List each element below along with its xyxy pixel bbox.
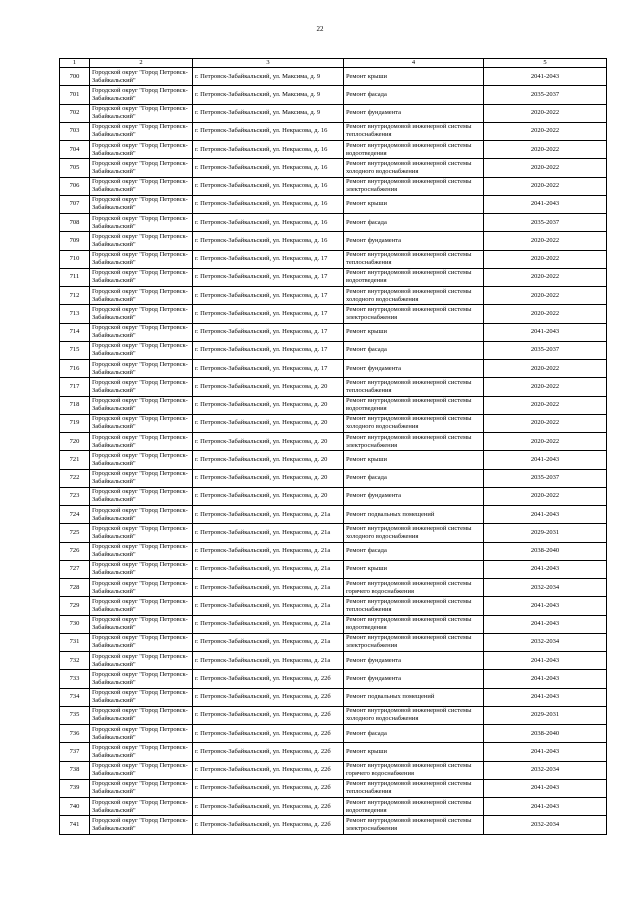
address-cell: г. Петровск-Забайкальский, ул. Некрасова, д. 17 [193,268,344,286]
table-row [60,615,607,633]
row-number: 704 [60,141,90,159]
work-type-cell: Ремонт внутридомовой инженерной системы теплоснабжения [344,597,484,615]
table-row [60,469,607,487]
address-cell: г. Петровск-Забайкальский, ул. Некрасова, д. 16 [193,214,344,232]
municipality-cell: Городской округ "Город Петровск-Забайкальский" [90,469,193,487]
address-cell: г. Петровск-Забайкальский, ул. Некрасова, д. 17 [193,360,344,378]
period-cell: 2041-2043 [484,688,607,706]
table-row [60,652,607,670]
work-type-cell: Ремонт фасада [344,86,484,104]
address-cell: г. Петровск-Забайкальский, ул. Некрасова, д. 21а [193,633,344,651]
period-cell: 2041-2043 [484,68,607,86]
row-number: 714 [60,323,90,341]
column-header: 2 [90,59,193,68]
column-header: 1 [60,59,90,68]
period-cell: 2020-2022 [484,232,607,250]
work-type-cell: Ремонт внутридомовой инженерной системы водоотведения [344,268,484,286]
row-number: 723 [60,487,90,505]
municipality-cell: Городской округ "Город Петровск-Забайкальский" [90,122,193,140]
row-number: 701 [60,86,90,104]
table-row [60,159,607,177]
row-number: 716 [60,360,90,378]
column-header: 5 [484,59,607,68]
municipality-cell: Городской округ "Город Петровск-Забайкальский" [90,725,193,743]
row-number: 739 [60,779,90,797]
municipality-cell: Городской округ "Город Петровск-Забайкальский" [90,341,193,359]
table-row [60,122,607,140]
period-cell: 2035-2037 [484,469,607,487]
row-number: 705 [60,159,90,177]
municipality-cell: Городской округ "Город Петровск-Забайкальский" [90,287,193,305]
row-number: 703 [60,122,90,140]
address-cell: г. Петровск-Забайкальский, ул. Некрасова, д. 22б [193,688,344,706]
work-type-cell: Ремонт внутридомовой инженерной системы холодного водоснабжения [344,524,484,542]
address-cell: г. Петровск-Забайкальский, ул. Некрасова, д. 17 [193,341,344,359]
period-cell: 2020-2022 [484,360,607,378]
municipality-cell: Городской округ "Город Петровск-Забайкальский" [90,670,193,688]
table-row [60,86,607,104]
work-type-cell: Ремонт фасада [344,214,484,232]
work-type-cell: Ремонт внутридомовой инженерной системы теплоснабжения [344,779,484,797]
work-type-cell: Ремонт внутридомовой инженерной системы горячего водоснабжения [344,579,484,597]
work-type-cell: Ремонт подвальных помещений [344,688,484,706]
municipality-cell: Городской округ "Город Петровск-Забайкальский" [90,141,193,159]
work-type-cell: Ремонт внутридомовой инженерной системы электроснабжения [344,816,484,834]
work-type-cell: Ремонт внутридомовой инженерной системы теплоснабжения [344,378,484,396]
row-number: 700 [60,68,90,86]
work-type-cell: Ремонт внутридомовой инженерной системы водоотведения [344,798,484,816]
table-row [60,725,607,743]
row-number: 737 [60,743,90,761]
row-number: 729 [60,597,90,615]
row-number: 734 [60,688,90,706]
address-cell: г. Петровск-Забайкальский, ул. Некрасова, д. 20 [193,414,344,432]
address-cell: г. Петровск-Забайкальский, ул. Некрасова, д. 16 [193,159,344,177]
period-cell: 2029-2031 [484,706,607,724]
table-row [60,396,607,414]
row-number: 730 [60,615,90,633]
row-number: 715 [60,341,90,359]
work-type-cell: Ремонт внутридомовой инженерной системы водоотведения [344,396,484,414]
table-header-row [60,59,607,68]
address-cell: г. Петровск-Забайкальский, ул. Некрасова, д. 16 [193,195,344,213]
municipality-cell: Городской округ "Город Петровск-Забайкальский" [90,633,193,651]
work-type-cell: Ремонт крыши [344,323,484,341]
period-cell: 2032-2034 [484,761,607,779]
table-row [60,433,607,451]
address-cell: г. Петровск-Забайкальский, ул. Некрасова, д. 22б [193,761,344,779]
municipality-cell: Городской округ "Город Петровск-Забайкальский" [90,743,193,761]
municipality-cell: Городской округ "Город Петровск-Забайкальский" [90,86,193,104]
period-cell: 2035-2037 [484,86,607,104]
address-cell: г. Петровск-Забайкальский, ул. Максима, д. 9 [193,86,344,104]
municipality-cell: Городской округ "Город Петровск-Забайкальский" [90,378,193,396]
work-type-cell: Ремонт внутридомовой инженерной системы электроснабжения [344,633,484,651]
period-cell: 2020-2022 [484,159,607,177]
table-row [60,287,607,305]
row-number: 740 [60,798,90,816]
municipality-cell: Городской округ "Город Петровск-Забайкальский" [90,615,193,633]
row-number: 710 [60,250,90,268]
table-row [60,141,607,159]
column-header: 3 [193,59,344,68]
period-cell: 2041-2043 [484,323,607,341]
table-row [60,177,607,195]
period-cell: 2020-2022 [484,433,607,451]
work-type-cell: Ремонт внутридомовой инженерной системы электроснабжения [344,177,484,195]
work-type-cell: Ремонт внутридомовой инженерной системы водоотведения [344,615,484,633]
table-row [60,542,607,560]
period-cell: 2020-2022 [484,287,607,305]
work-type-cell: Ремонт фундамента [344,487,484,505]
work-type-cell: Ремонт крыши [344,451,484,469]
municipality-cell: Городской округ "Город Петровск-Забайкальский" [90,451,193,469]
table-row [60,816,607,834]
row-number: 712 [60,287,90,305]
municipality-cell: Городской округ "Город Петровск-Забайкальский" [90,652,193,670]
address-cell: г. Петровск-Забайкальский, ул. Некрасова, д. 16 [193,141,344,159]
row-number: 709 [60,232,90,250]
table-row [60,232,607,250]
row-number: 711 [60,268,90,286]
row-number: 732 [60,652,90,670]
municipality-cell: Городской округ "Город Петровск-Забайкальский" [90,414,193,432]
address-cell: г. Петровск-Забайкальский, ул. Некрасова, д. 22б [193,779,344,797]
period-cell: 2032-2034 [484,633,607,651]
address-cell: г. Петровск-Забайкальский, ул. Некрасова, д. 20 [193,433,344,451]
period-cell: 2020-2022 [484,487,607,505]
municipality-cell: Городской округ "Город Петровск-Забайкальский" [90,104,193,122]
address-cell: г. Петровск-Забайкальский, ул. Некрасова, д. 21а [193,542,344,560]
municipality-cell: Городской округ "Город Петровск-Забайкальский" [90,779,193,797]
address-cell: г. Петровск-Забайкальский, ул. Некрасова, д. 20 [193,451,344,469]
address-cell: г. Петровск-Забайкальский, ул. Некрасова, д. 21а [193,597,344,615]
period-cell: 2038-2040 [484,542,607,560]
period-cell: 2020-2022 [484,122,607,140]
table-row [60,68,607,86]
municipality-cell: Городской округ "Город Петровск-Забайкальский" [90,232,193,250]
municipality-cell: Городской округ "Город Петровск-Забайкальский" [90,798,193,816]
table-row [60,378,607,396]
table-row [60,414,607,432]
address-cell: г. Петровск-Забайкальский, ул. Некрасова, д. 20 [193,396,344,414]
period-cell: 2038-2040 [484,725,607,743]
row-number: 718 [60,396,90,414]
address-cell: г. Петровск-Забайкальский, ул. Некрасова, д. 16 [193,177,344,195]
work-type-cell: Ремонт внутридомовой инженерной системы водоотведения [344,141,484,159]
period-cell: 2020-2022 [484,104,607,122]
work-type-cell: Ремонт внутридомовой инженерной системы электроснабжения [344,305,484,323]
period-cell: 2020-2022 [484,396,607,414]
row-number: 733 [60,670,90,688]
address-cell: г. Петровск-Забайкальский, ул. Некрасова, д. 21а [193,560,344,578]
row-number: 741 [60,816,90,834]
period-cell: 2020-2022 [484,305,607,323]
municipality-cell: Городской округ "Город Петровск-Забайкальский" [90,396,193,414]
row-number: 727 [60,560,90,578]
table-row [60,670,607,688]
work-type-cell: Ремонт фундамента [344,232,484,250]
period-cell: 2041-2043 [484,615,607,633]
period-cell: 2020-2022 [484,141,607,159]
address-cell: г. Петровск-Забайкальский, ул. Некрасова, д. 21а [193,615,344,633]
period-cell: 2041-2043 [484,560,607,578]
work-type-cell: Ремонт фундамента [344,652,484,670]
row-number: 736 [60,725,90,743]
row-number: 717 [60,378,90,396]
municipality-cell: Городской округ "Город Петровск-Забайкальский" [90,597,193,615]
table-row [60,268,607,286]
work-type-cell: Ремонт крыши [344,195,484,213]
work-type-cell: Ремонт внутридомовой инженерной системы холодного водоснабжения [344,159,484,177]
address-cell: г. Петровск-Забайкальский, ул. Некрасова, д. 22б [193,725,344,743]
row-number: 713 [60,305,90,323]
address-cell: г. Петровск-Забайкальский, ул. Некрасова, д. 17 [193,305,344,323]
work-type-cell: Ремонт фасада [344,542,484,560]
period-cell: 2041-2043 [484,798,607,816]
table-row [60,743,607,761]
row-number: 726 [60,542,90,560]
municipality-cell: Городской округ "Город Петровск-Забайкальский" [90,579,193,597]
work-type-cell: Ремонт фасада [344,469,484,487]
period-cell: 2041-2043 [484,451,607,469]
table-body [60,68,607,835]
municipality-cell: Городской округ "Город Петровск-Забайкальский" [90,816,193,834]
municipality-cell: Городской округ "Город Петровск-Забайкальский" [90,250,193,268]
table-row [60,524,607,542]
municipality-cell: Городской округ "Город Петровск-Забайкальский" [90,360,193,378]
work-type-cell: Ремонт внутридомовой инженерной системы теплоснабжения [344,122,484,140]
municipality-cell: Городской округ "Город Петровск-Забайкальский" [90,323,193,341]
table-row [60,597,607,615]
table-row [60,250,607,268]
table-row [60,323,607,341]
period-cell: 2041-2043 [484,195,607,213]
address-cell: г. Петровск-Забайкальский, ул. Некрасова, д. 22б [193,670,344,688]
table-row [60,579,607,597]
period-cell: 2041-2043 [484,743,607,761]
table-row [60,451,607,469]
municipality-cell: Городской округ "Город Петровск-Забайкальский" [90,177,193,195]
municipality-cell: Городской округ "Город Петровск-Забайкальский" [90,214,193,232]
period-cell: 2020-2022 [484,250,607,268]
table-row [60,487,607,505]
work-type-cell: Ремонт фундамента [344,104,484,122]
period-cell: 2032-2034 [484,816,607,834]
table-row [60,506,607,524]
municipality-cell: Городской округ "Город Петровск-Забайкальский" [90,68,193,86]
work-type-cell: Ремонт фасада [344,341,484,359]
table-row [60,706,607,724]
row-number: 731 [60,633,90,651]
municipality-cell: Городской округ "Город Петровск-Забайкальский" [90,524,193,542]
address-cell: г. Петровск-Забайкальский, ул. Максима, д. 9 [193,68,344,86]
address-cell: г. Петровск-Забайкальский, ул. Некрасова, д. 22б [193,798,344,816]
table-row [60,305,607,323]
table-row [60,104,607,122]
municipality-cell: Городской округ "Город Петровск-Забайкальский" [90,506,193,524]
row-number: 725 [60,524,90,542]
column-header: 4 [344,59,484,68]
address-cell: г. Петровск-Забайкальский, ул. Некрасова, д. 22б [193,743,344,761]
row-number: 706 [60,177,90,195]
work-type-cell: Ремонт фундамента [344,360,484,378]
period-cell: 2041-2043 [484,506,607,524]
work-type-cell: Ремонт подвальных помещений [344,506,484,524]
row-number: 720 [60,433,90,451]
table-row [60,341,607,359]
period-cell: 2020-2022 [484,268,607,286]
work-type-cell: Ремонт внутридомовой инженерной системы электроснабжения [344,433,484,451]
address-cell: г. Петровск-Забайкальский, ул. Некрасова, д. 16 [193,232,344,250]
table-row [60,195,607,213]
table-row [60,761,607,779]
period-cell: 2041-2043 [484,670,607,688]
municipality-cell: Городской округ "Город Петровск-Забайкальский" [90,433,193,451]
address-cell: г. Петровск-Забайкальский, ул. Некрасова, д. 17 [193,323,344,341]
table-row [60,633,607,651]
row-number: 724 [60,506,90,524]
table-row [60,360,607,378]
address-cell: г. Петровск-Забайкальский, ул. Некрасова, д. 22б [193,816,344,834]
municipality-cell: Городской округ "Город Петровск-Забайкальский" [90,542,193,560]
period-cell: 2035-2037 [484,214,607,232]
table-row [60,798,607,816]
municipality-cell: Городской округ "Город Петровск-Забайкальский" [90,268,193,286]
row-number: 721 [60,451,90,469]
row-number: 702 [60,104,90,122]
work-type-cell: Ремонт внутридомовой инженерной системы холодного водоснабжения [344,287,484,305]
period-cell: 2041-2043 [484,652,607,670]
row-number: 735 [60,706,90,724]
period-cell: 2041-2043 [484,597,607,615]
row-number: 708 [60,214,90,232]
period-cell: 2035-2037 [484,341,607,359]
work-type-cell: Ремонт внутридомовой инженерной системы холодного водоснабжения [344,706,484,724]
period-cell: 2032-2034 [484,579,607,597]
work-type-cell: Ремонт фасада [344,725,484,743]
table-row [60,688,607,706]
period-cell: 2041-2043 [484,779,607,797]
address-cell: г. Петровск-Забайкальский, ул. Некрасова, д. 21а [193,579,344,597]
table-row [60,560,607,578]
work-type-cell: Ремонт крыши [344,68,484,86]
address-cell: г. Петровск-Забайкальский, ул. Некрасова, д. 17 [193,250,344,268]
municipality-cell: Городской округ "Город Петровск-Забайкальский" [90,706,193,724]
address-cell: г. Петровск-Забайкальский, ул. Некрасова, д. 17 [193,287,344,305]
address-cell: г. Петровск-Забайкальский, ул. Некрасова, д. 16 [193,122,344,140]
repair-schedule-table [59,58,607,835]
period-cell: 2020-2022 [484,414,607,432]
row-number: 728 [60,579,90,597]
period-cell: 2020-2022 [484,177,607,195]
address-cell: г. Петровск-Забайкальский, ул. Некрасова, д. 20 [193,469,344,487]
municipality-cell: Городской округ "Город Петровск-Забайкальский" [90,159,193,177]
table-row [60,779,607,797]
row-number: 707 [60,195,90,213]
work-type-cell: Ремонт крыши [344,743,484,761]
work-type-cell: Ремонт внутридомовой инженерной системы теплоснабжения [344,250,484,268]
municipality-cell: Городской округ "Город Петровск-Забайкальский" [90,195,193,213]
period-cell: 2029-2031 [484,524,607,542]
address-cell: г. Петровск-Забайкальский, ул. Некрасова, д. 22б [193,706,344,724]
municipality-cell: Городской округ "Город Петровск-Забайкальский" [90,487,193,505]
row-number: 719 [60,414,90,432]
work-type-cell: Ремонт крыши [344,560,484,578]
municipality-cell: Городской округ "Город Петровск-Забайкальский" [90,305,193,323]
address-cell: г. Петровск-Забайкальский, ул. Некрасова, д. 21а [193,506,344,524]
row-number: 722 [60,469,90,487]
municipality-cell: Городской округ "Город Петровск-Забайкальский" [90,761,193,779]
municipality-cell: Городской округ "Город Петровск-Забайкальский" [90,560,193,578]
page-number: 22 [316,25,324,33]
address-cell: г. Петровск-Забайкальский, ул. Некрасова, д. 20 [193,378,344,396]
row-number: 738 [60,761,90,779]
work-type-cell: Ремонт фундамента [344,670,484,688]
table-row [60,214,607,232]
municipality-cell: Городской округ "Город Петровск-Забайкальский" [90,688,193,706]
address-cell: г. Петровск-Забайкальский, ул. Некрасова, д. 21а [193,524,344,542]
address-cell: г. Петровск-Забайкальский, ул. Некрасова, д. 20 [193,487,344,505]
work-type-cell: Ремонт внутридомовой инженерной системы холодного водоснабжения [344,414,484,432]
period-cell: 2020-2022 [484,378,607,396]
address-cell: г. Петровск-Забайкальский, ул. Некрасова, д. 21а [193,652,344,670]
work-type-cell: Ремонт внутридомовой инженерной системы горячего водоснабжения [344,761,484,779]
address-cell: г. Петровск-Забайкальский, ул. Максима, д. 9 [193,104,344,122]
